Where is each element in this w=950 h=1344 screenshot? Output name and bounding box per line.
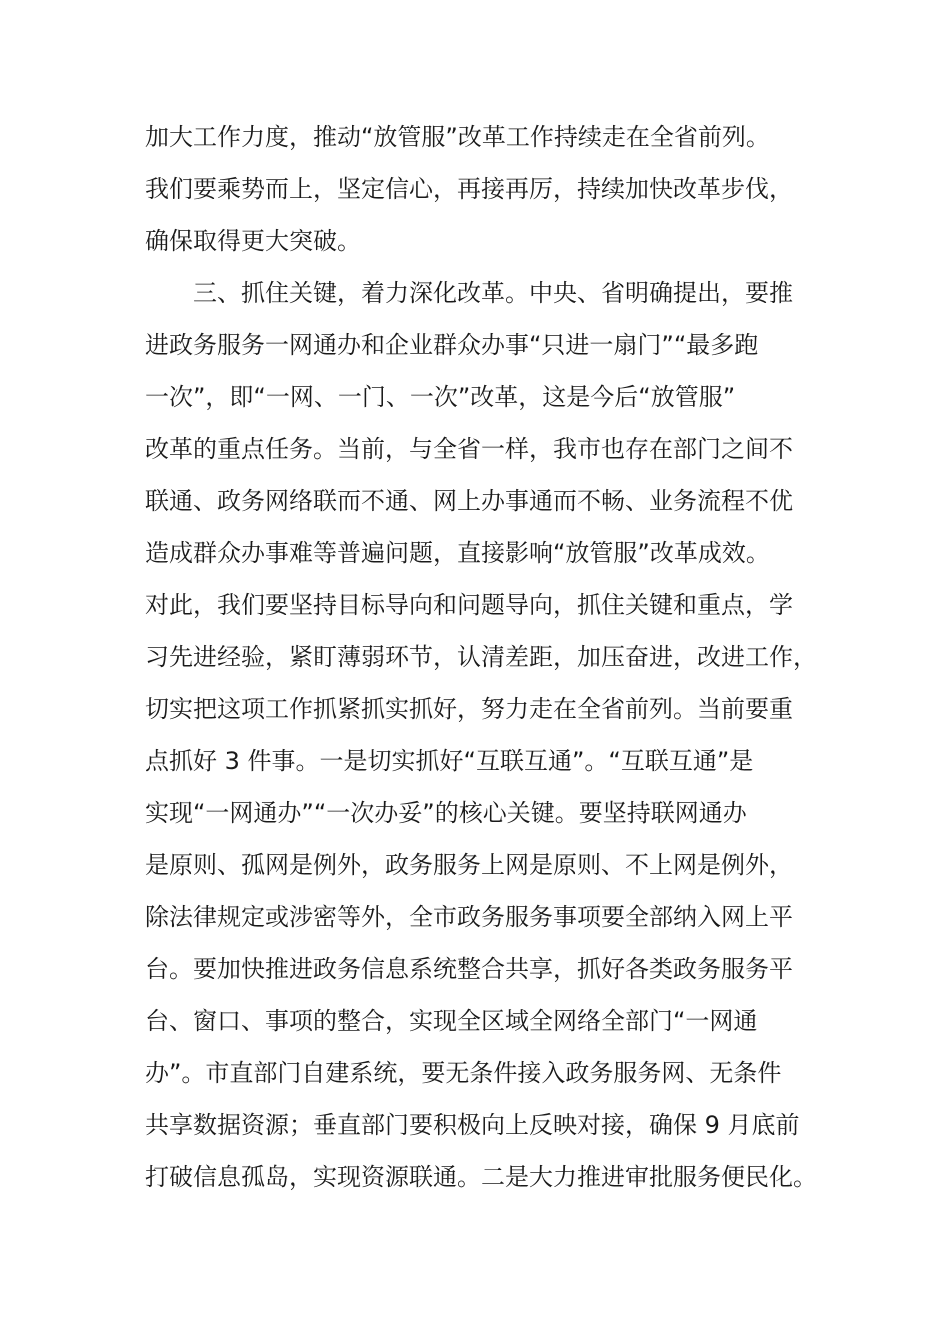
text-line: 台、窗口、事项的整合，实现全区域全网络全部门“一网通 (145, 1007, 758, 1035)
text-line: 共享数据资源；垂直部门要积极向上反映对接，确保 9 月底前 (145, 1111, 800, 1139)
text-line: 除法律规定或涉密等外，全市政务服务事项要全部纳入网上平 (145, 903, 793, 931)
text-line: 一次”，即“一网、一门、一次”改革，这是今后“放管服” (145, 383, 736, 411)
text-line: 实现“一网通办”“一次办妥”的核心关键。要坚持联网通办 (145, 799, 747, 827)
text-line: 是原则、孤网是例外，政务服务上网是原则、不上网是例外， (145, 851, 793, 879)
text-line: 习先进经验，紧盯薄弱环节，认清差距，加压奋进，改进工作， (145, 643, 817, 671)
text-line: 点抓好 3 件事。一是切实抓好“互联互通”。“互联互通”是 (145, 747, 754, 775)
text-line: 联通、政务网络联而不通、网上办事通而不畅、业务流程不优 (145, 487, 793, 515)
text-line: 台。要加快推进政务信息系统整合共享，抓好各类政务服务平 (145, 955, 793, 983)
text-line: 进政务服务一网通办和企业群众办事“只进一扇门”“最多跑 (145, 331, 759, 359)
text-line: 确保取得更大突破。 (145, 227, 361, 255)
text-line: 我们要乘势而上，坚定信心，再接再厉，持续加快改革步伐， (145, 175, 793, 203)
text-line: 打破信息孤岛，实现资源联通。二是大力推进审批服务便民化。 (145, 1163, 817, 1191)
text-line: 切实把这项工作抓紧抓实抓好，努力走在全省前列。当前要重 (145, 695, 793, 723)
text-line: 办”。市直部门自建系统，要无条件接入政务服务网、无条件 (145, 1059, 782, 1087)
body-text (145, 114, 835, 1206)
text-line: 改革的重点任务。当前，与全省一样，我市也存在部门之间不 (145, 435, 793, 463)
text-line: 加大工作力度，推动“放管服”改革工作持续走在全省前列。 (145, 123, 770, 151)
text-line: 造成群众办事难等普遍问题，直接影响“放管服”改革成效。 (145, 539, 770, 567)
paragraph-start-line: 三、抓住关键，着力深化改革。中央、省明确提出，要推 (193, 279, 793, 307)
text-line: 对此，我们要坚持目标导向和问题导向，抓住关键和重点，学 (145, 591, 793, 619)
